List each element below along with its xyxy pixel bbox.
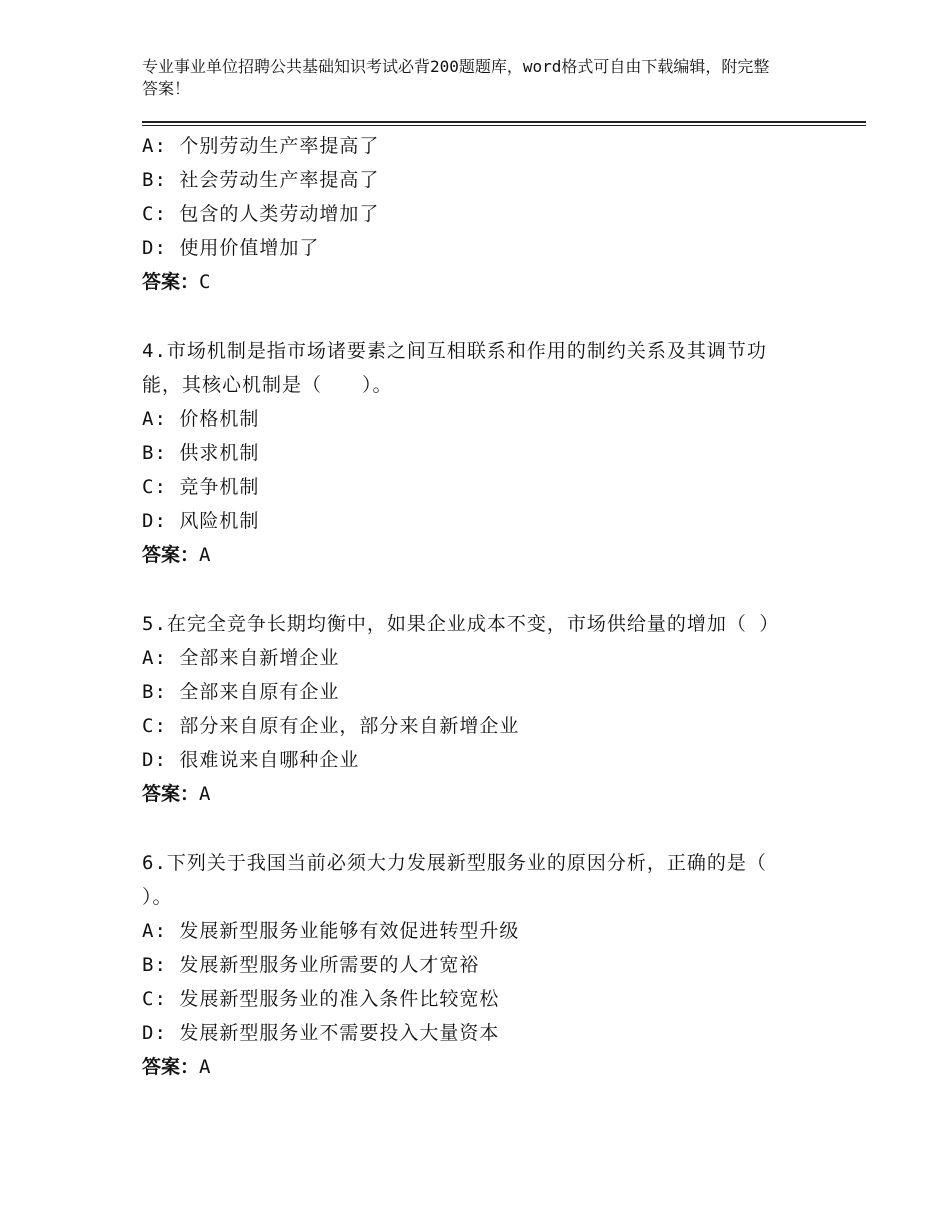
option-a: A: 全部来自新增企业 [142,647,340,669]
question-text: 5.在完全竞争长期均衡中，如果企业成本不变，市场供给量的增加（ ） [142,613,780,635]
header-text: 专业事业单位招聘公共基础知识考试必背200题题库，word格式可自由下载编辑，附完整答案！ [142,57,770,98]
page-header [142,56,782,100]
option-b: B: 社会劳动生产率提高了 [142,169,380,191]
option-a: A: 发展新型服务业能够有效促进转型升级 [142,920,520,942]
answer-value: C [199,271,211,293]
spacer [142,572,842,607]
spacer [142,299,842,334]
answer-label: 答案： [142,1056,200,1078]
option-c: C: 发展新型服务业的准入条件比较宽松 [142,988,500,1010]
question-text: 4.市场机制是指市场诸要素之间互相联系和作用的制约关系及其调节功能，其核心机制是（ ）。 [142,340,767,396]
question-block-6 [142,846,842,1084]
question-block-4 [142,334,842,572]
option-b: B: 供求机制 [142,442,260,464]
option-d: D: 发展新型服务业不需要投入大量资本 [142,1022,500,1044]
option-d: D: 很难说来自哪种企业 [142,749,360,771]
option-a: A: 价格机制 [142,408,260,430]
answer-line [142,1050,842,1084]
question-content [142,129,842,1084]
answer-label: 答案： [142,544,200,566]
option-b: B: 全部来自原有企业 [142,681,340,703]
answer-line [142,265,842,299]
option-c: C: 部分来自原有企业，部分来自新增企业 [142,715,520,737]
option-d: D: 风险机制 [142,510,260,532]
option-c: C: 竞争机制 [142,476,260,498]
question-block-3 [142,129,842,299]
answer-label: 答案： [142,783,200,805]
option-a: A: 个别劳动生产率提高了 [142,135,380,157]
question-text: 6.下列关于我国当前必须大力发展新型服务业的原因分析，正确的是（ ）。 [142,852,767,908]
answer-label: 答案： [142,271,200,293]
spacer [142,811,842,846]
answer-value: A [199,1056,211,1078]
answer-line [142,777,842,811]
answer-value: A [199,783,211,805]
option-d: D: 使用价值增加了 [142,237,320,259]
header-rule-thin [142,125,866,126]
option-c: C: 包含的人类劳动增加了 [142,203,380,225]
option-b: B: 发展新型服务业所需要的人才宽裕 [142,954,480,976]
answer-line [142,538,842,572]
question-block-5 [142,607,842,811]
header-rule-thick [142,121,866,123]
answer-value: A [199,544,211,566]
